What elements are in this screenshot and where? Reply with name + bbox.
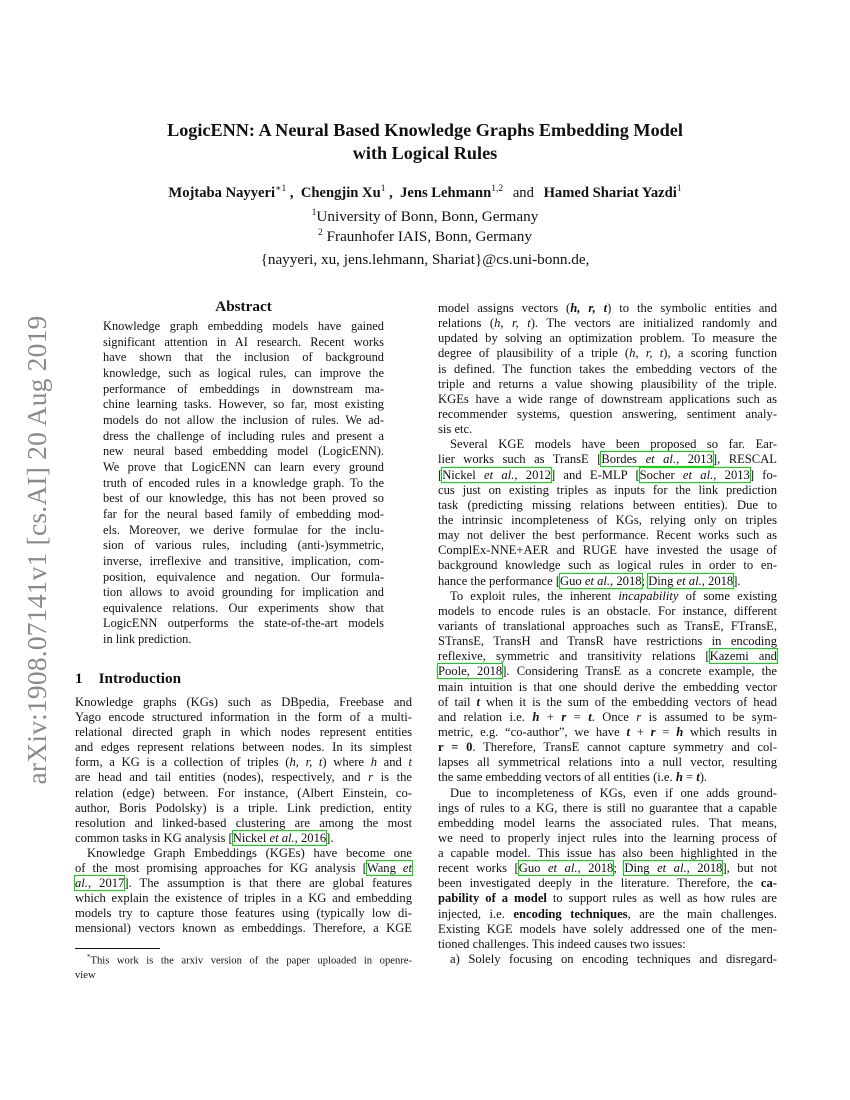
- text-run: ), a scoring function: [663, 346, 777, 361]
- text-line: [103, 397, 384, 413]
- affiliation-mark: 1: [311, 208, 317, 218]
- text-run: form, a KG is a collection of triples (: [75, 755, 290, 770]
- text-run: ) where: [322, 755, 371, 770]
- text-line: [438, 574, 777, 589]
- italic-text: et al.: [584, 573, 611, 588]
- text-line: [103, 491, 384, 507]
- italic-text: incapability: [618, 588, 679, 603]
- text-line: [438, 664, 777, 679]
- text-line: [103, 476, 384, 492]
- text-run: may not deliver the best performance. Recent works such as: [438, 528, 777, 543]
- text-run: and edges represent relations between nodes. In its simplest: [75, 740, 412, 755]
- citation-link[interactable]: [442, 468, 551, 482]
- text-run: Poole, 2018: [438, 664, 503, 679]
- text-run: To exploit rules, the inherent: [450, 588, 619, 603]
- author-affiliation-mark: 1: [676, 184, 682, 194]
- italic-text: r: [636, 709, 642, 724]
- italic-text: et: [402, 861, 412, 876]
- math-vector: h, r, t: [570, 301, 608, 315]
- math-vector: r: [561, 709, 567, 724]
- text-run: ).: [699, 770, 708, 785]
- text-run: model assigns vectors (: [438, 301, 571, 315]
- italic-text: h: [370, 755, 377, 770]
- text-line: [438, 907, 777, 922]
- italic-text: et al.: [547, 861, 578, 876]
- author-name: Jens Lehmann: [400, 184, 492, 201]
- text-run: variants of translational approaches such as TransE, FTransE,: [438, 618, 777, 633]
- author-name: Chengjin Xu: [300, 184, 381, 201]
- text-run: Nickel: [442, 467, 485, 482]
- text-run: author, Boris Podolsky) is a triple. Link prediction, entity: [75, 800, 412, 815]
- footnote-line: [75, 950, 412, 969]
- text-run: a) Solely focusing on encoding techniques and disregard-: [450, 952, 777, 967]
- text-line: [438, 816, 777, 831]
- text-run: reflexive, symmetric and transitivity relations [: [438, 649, 710, 664]
- author-name: Mojtaba Nayyeri: [168, 184, 276, 201]
- text-run: ].: [733, 573, 741, 588]
- text-run: recommender systems, question answering, sentiment analy-: [438, 406, 777, 421]
- bold-text: ca-: [760, 876, 777, 891]
- text-run: truth of encoded rules in a knowledge graph. To the: [103, 475, 384, 490]
- text-run: Kazemi and: [709, 649, 777, 664]
- text-run: lier works such as TransE [: [438, 452, 602, 467]
- text-line: [438, 316, 777, 331]
- text-line: [103, 632, 384, 648]
- text-run: position, equivalence and negation. Our formula-: [103, 569, 384, 584]
- text-run: which results in: [683, 724, 778, 739]
- italic-text: et al.: [682, 467, 714, 482]
- text-run: a capable model. This issue has also been highlighted in the: [438, 846, 777, 861]
- text-line: [438, 740, 777, 755]
- text-run: relations (: [438, 316, 495, 331]
- text-run: Guo: [560, 573, 585, 588]
- text-run: Existing KGE models have solely addressed one of the men-: [438, 921, 777, 936]
- text-run: we need to properly inject rules into the learning process of: [438, 830, 777, 845]
- text-run: common tasks in KG analysis [: [75, 830, 233, 845]
- text-line: [438, 891, 777, 906]
- text-run: relation (edge) between. For instance, (Albert Einstein, co-: [75, 785, 412, 800]
- text-line: [438, 786, 777, 801]
- text-line: [103, 366, 384, 382]
- section-heading-introduction: [75, 670, 181, 688]
- text-line: [438, 407, 777, 422]
- citation-link[interactable]: [601, 452, 712, 466]
- italic-text: et al.: [484, 467, 515, 482]
- italic-text: et al.: [657, 861, 687, 876]
- citation-link[interactable]: [367, 861, 412, 875]
- right-column-body: [438, 301, 777, 967]
- text-line: [438, 528, 777, 543]
- text-line: [75, 740, 412, 755]
- text-run: tion allows to avoid grounding for implication and: [103, 585, 384, 600]
- text-line: [438, 422, 777, 437]
- text-run: , 2018: [610, 573, 642, 588]
- italic-text: et al.: [645, 452, 677, 467]
- text-line: [103, 350, 384, 366]
- text-run: sis etc.: [438, 422, 473, 437]
- text-run: in link prediction.: [103, 632, 192, 647]
- text-line: [438, 846, 777, 861]
- text-line: [438, 589, 777, 604]
- footnote-line: view: [75, 969, 96, 981]
- text-line: [438, 437, 777, 452]
- text-run: Knowledge Graph Embeddings (KGEs) have become one: [87, 845, 412, 860]
- affiliation-text: Fraunhofer IAIS, Bonn, Germany: [322, 228, 532, 246]
- text-line: [103, 554, 384, 570]
- text-run: ], but not: [722, 861, 777, 876]
- text-run: degree of plausibility of a triple (: [438, 346, 630, 361]
- text-run: [: [438, 467, 443, 482]
- text-line: [438, 604, 777, 619]
- text-line: [103, 413, 384, 429]
- citation-link[interactable]: [519, 861, 614, 875]
- text-run: , 2012: [514, 467, 551, 482]
- text-line: [75, 906, 412, 921]
- text-line: [103, 460, 384, 476]
- italic-text: r: [368, 770, 373, 785]
- italic-text: h, r, t: [494, 316, 531, 331]
- text-run: We prove that LogicENN can learn every ground: [103, 459, 384, 474]
- text-line: [438, 468, 777, 483]
- text-line: [438, 346, 777, 361]
- text-line: [438, 543, 777, 558]
- text-line: [75, 876, 412, 891]
- affiliation: [0, 228, 850, 246]
- text-line: [438, 937, 777, 952]
- text-line: [75, 786, 412, 801]
- text-line: [75, 846, 412, 861]
- text-run: Knowledge graphs (KGs) such as DBpedia, Freebase and: [75, 695, 412, 709]
- text-run: background knowledge such as logical rules in order to en-: [438, 558, 777, 573]
- text-run: . Once: [591, 709, 637, 724]
- text-run: resolution and linked-based clustering are among the most: [75, 815, 412, 830]
- text-run: is assumed to be sym-: [641, 709, 777, 724]
- footnote-divider: [75, 948, 160, 949]
- text-run: relational directed graph in which nodes represent entities: [75, 725, 412, 740]
- text-run: is defined. The function takes the embedding vectors of the: [438, 361, 777, 376]
- text-run: injected, i.e.: [438, 906, 514, 921]
- text-run: , 2013: [676, 452, 713, 467]
- affiliation-mark: 2: [318, 228, 323, 238]
- text-run: , 2018: [701, 573, 734, 588]
- text-run: ings of rules to a KG, there is still no guarantee that a capable: [438, 800, 777, 815]
- text-line: [438, 558, 777, 573]
- text-line: [75, 801, 412, 816]
- text-line: [75, 725, 412, 740]
- math-vector: h: [676, 724, 684, 739]
- text-line: [438, 770, 777, 785]
- text-run: equivalence relations. Our experiments show that: [103, 600, 384, 615]
- italic-text: h, r, t: [629, 346, 664, 361]
- text-run: , 2018: [577, 861, 614, 876]
- text-line: [438, 362, 777, 377]
- citation-link[interactable]: [648, 574, 733, 588]
- text-run: which explain the existence of triples in a KG and embedding: [75, 891, 412, 906]
- citation-link[interactable]: [438, 664, 502, 678]
- text-run: models to encode rules is an obstacle. For instance, different: [438, 603, 777, 618]
- italic-text: al.: [75, 876, 88, 891]
- text-line: [103, 601, 384, 617]
- text-line: [438, 483, 777, 498]
- text-line: [75, 710, 412, 725]
- text-run: ]. The assumption is that there are global features: [124, 876, 412, 891]
- text-line: [438, 952, 777, 967]
- text-run: ) to the symbolic entities and: [607, 301, 777, 315]
- text-line: [103, 585, 384, 601]
- math-vector: h: [532, 709, 540, 724]
- text-line: [438, 801, 777, 816]
- text-run: far for the neural based family of embedding mod-: [103, 506, 384, 521]
- text-line: [438, 710, 777, 725]
- text-run: Bordes: [601, 452, 646, 467]
- text-line: [75, 921, 412, 936]
- citation-link[interactable]: [75, 876, 124, 890]
- text-run: Wang: [366, 861, 403, 876]
- text-run: are head and tail entities (nodes), respectively, and: [75, 770, 369, 785]
- text-run: and: [376, 755, 409, 770]
- text-run: Guo: [518, 861, 548, 876]
- text-run: new neural based embedding model (LogicENN).: [103, 444, 384, 459]
- text-run: the intrinsic incompleteness of KGs, relying only on triples: [438, 512, 777, 527]
- text-line: [103, 382, 384, 398]
- text-line: [438, 377, 777, 392]
- text-run: have shown that the inclusion of background: [103, 350, 384, 365]
- text-run: els. Moreover, we derive formulae for the inclu-: [103, 522, 384, 537]
- text-run: embedding model learns the associated rules. That means,: [438, 815, 777, 830]
- text-line: [438, 392, 777, 407]
- text-run: of the most promising approaches for KG analysis [: [75, 861, 367, 876]
- text-line: [438, 922, 777, 937]
- text-run: performance of embeddings in downstream ma-: [103, 381, 384, 396]
- text-run: Ding: [624, 861, 658, 876]
- text-line: [103, 523, 384, 539]
- text-run: , 2016: [294, 830, 327, 845]
- text-line: [75, 816, 412, 831]
- math-vector: h: [675, 770, 683, 785]
- text-run: metric, e.g. “co-author”, we have: [438, 724, 627, 739]
- text-run: knowledge, such as logical rules, can improve the: [103, 365, 384, 380]
- author-list: Mojtaba Nayyeri$^{∗1}$ , Chengjin Xu$^1$ , Jens Lehmann$^{1,2}$ and Hamed Shariat Yazdi$^1$: [168, 184, 682, 201]
- title-line: LogicENN: A Neural Based Knowledge Graphs Embedding Model: [167, 120, 683, 140]
- text-run: . Therefore, TransE cannot capture symmetry and col-: [472, 740, 777, 755]
- text-run: recent works [: [438, 861, 519, 876]
- text-line: [438, 331, 777, 346]
- title-line: with Logical Rules: [352, 143, 498, 163]
- citation-link[interactable]: [640, 468, 750, 482]
- text-run: to support rules as well as how rules are: [546, 891, 777, 906]
- text-line: [103, 319, 384, 335]
- citation-link[interactable]: [560, 574, 642, 588]
- text-run: Several KGE models have been proposed so far. Ear-: [450, 437, 777, 452]
- italic-text: et al.: [676, 573, 702, 588]
- text-line: [438, 301, 777, 316]
- text-run: is the: [372, 770, 413, 785]
- math-vector: t: [476, 694, 480, 709]
- text-line: [75, 770, 412, 785]
- text-line: [438, 498, 777, 513]
- authors-conjunction: and: [512, 184, 534, 201]
- text-run: ].: [326, 830, 334, 845]
- text-run: , are the main challenges.: [627, 906, 777, 921]
- math-vector: r: [650, 724, 656, 739]
- text-line: [438, 861, 777, 876]
- text-run: , 2018: [686, 861, 723, 876]
- text-run: dress the challenge of including rules and present a: [103, 428, 384, 443]
- text-run: models do not allow the inclusion of rules. We ad-: [103, 412, 384, 427]
- text-line: [438, 695, 777, 710]
- text-run: ). The vectors are initialized randomly and: [530, 316, 777, 331]
- text-run: KGEs have a wide range of downstream applications such as: [438, 391, 777, 406]
- footnote-text: This work is the arxiv version of the paper uploaded in openre-: [90, 955, 412, 967]
- italic-text: h, r, t: [289, 755, 323, 770]
- text-run: main intuition is that one should derive the embedding vector: [438, 679, 777, 694]
- author-affiliation-mark: ∗1: [275, 184, 287, 194]
- text-run: Nickel: [232, 830, 270, 845]
- arxiv-identifier-stamp: arXiv:1908.07141v1 [cs.AI] 20 Aug 2019: [21, 315, 52, 785]
- text-run: of some existing: [678, 588, 777, 603]
- text-line: [438, 680, 777, 695]
- text-line: [75, 861, 412, 876]
- text-run: ], RESCAL: [712, 452, 777, 467]
- text-run: significant attention in AI research. Recent works: [103, 334, 384, 349]
- math-vector: t: [588, 709, 592, 724]
- affiliation: [0, 208, 850, 226]
- bold-text: encoding techniques: [513, 906, 628, 921]
- text-run: =: [655, 724, 677, 739]
- text-run: Yago encode structured information in the form of a multi-: [75, 710, 412, 725]
- text-run: the same embedding vectors of all entities (i.e.: [438, 770, 676, 785]
- author-name: Hamed Shariat Yazdi: [543, 184, 677, 201]
- section-title: Introduction: [98, 670, 182, 687]
- abstract-body: [103, 319, 384, 648]
- text-line: [103, 570, 384, 586]
- text-line: [438, 513, 777, 528]
- text-run: cus just on existing triples as inputs for the link prediction: [438, 482, 777, 497]
- math-vector: t: [626, 724, 630, 739]
- text-line: [438, 725, 777, 740]
- text-run: updated by solving an optimization problem. To measure the: [438, 331, 777, 346]
- text-run: and relation i.e.: [438, 709, 533, 724]
- text-line: [103, 507, 384, 523]
- text-run: =: [566, 709, 589, 724]
- text-line: [103, 444, 384, 460]
- text-line: [438, 831, 777, 846]
- bold-text: pability of a model: [438, 891, 547, 906]
- text-run: Knowledge graph embedding models have gained: [103, 319, 384, 333]
- footnote-marker: *: [87, 953, 91, 961]
- text-run: =: [682, 770, 697, 785]
- text-run: , 2013: [713, 467, 750, 482]
- bold-text: r = 0: [438, 740, 473, 755]
- text-run: Ding: [648, 573, 677, 588]
- text-run: STransE, TransH and TransR have restrictions in encoding: [438, 634, 777, 649]
- text-run: mensional) vectors known as embeddings. Therefore, a KGE: [75, 921, 412, 936]
- math-vector: t: [696, 770, 700, 785]
- text-run: triple and returns a value showing plausibility of the triple.: [438, 376, 777, 391]
- text-run: ]. Considering TransE as a concrete example, the: [502, 664, 778, 679]
- affiliation-text: University of Bonn, Bonn, Germany: [316, 208, 539, 226]
- author-emails: {nayyeri, xu, jens.lehmann, Shariat}@cs.uni-bonn.de,: [260, 251, 590, 268]
- text-run: hance the performance [: [438, 573, 561, 588]
- left-column-body: [75, 695, 412, 937]
- text-run: , 2017: [87, 876, 125, 891]
- text-run: sion of various rules, including (anti-)symmetric,: [103, 538, 384, 553]
- text-run: models try to capture those features using (typically low di-: [75, 906, 412, 921]
- text-run: lapses all symmetrical relations into a null vector, resulting: [438, 755, 777, 770]
- text-run: been investigated deeply in the literature. Therefore, the: [438, 876, 761, 891]
- text-run: +: [629, 724, 651, 739]
- text-run: ;: [613, 861, 625, 876]
- text-line: [438, 634, 777, 649]
- text-run: inverse, irreflexive and transitive, implication, com-: [103, 553, 384, 568]
- text-line: [75, 755, 412, 770]
- text-run: chine learning tasks. However, so far, most existing: [103, 397, 384, 412]
- text-run: of tail: [438, 694, 477, 709]
- text-run: best of our knowledge, this has not been proved so: [103, 491, 384, 506]
- footnote: [75, 950, 412, 983]
- text-line: [103, 335, 384, 351]
- text-run: ] and E-MLP [: [550, 467, 640, 482]
- text-line: [103, 429, 384, 445]
- text-run: LogicENN outperforms the state-of-the-art models: [103, 616, 384, 631]
- section-number: 1: [75, 670, 83, 687]
- text-run: +: [539, 709, 562, 724]
- text-line: [438, 619, 777, 634]
- text-line: [75, 831, 412, 846]
- text-line: [75, 695, 412, 710]
- abstract-heading: Abstract: [215, 298, 272, 315]
- text-run: Socher: [639, 467, 683, 482]
- text-run: ;: [641, 573, 649, 588]
- text-line: [438, 876, 777, 891]
- italic-text: t: [408, 755, 412, 770]
- italic-text: et al.: [269, 830, 295, 845]
- paper-title: [0, 119, 850, 165]
- citation-link[interactable]: [624, 861, 722, 875]
- text-line: [75, 891, 412, 906]
- text-line: [438, 755, 777, 770]
- text-run: ComplEx-NNE+AER and RUGE have invested the usage of: [438, 543, 777, 558]
- text-line: [103, 538, 384, 554]
- text-run: Due to incompleteness of KGs, even if one adds ground-: [450, 785, 777, 800]
- author-affiliation-mark: 1,2: [491, 184, 504, 194]
- citation-link[interactable]: [710, 649, 777, 663]
- text-line: [103, 616, 384, 632]
- citation-link[interactable]: [233, 831, 326, 845]
- author-affiliation-mark: 1: [380, 184, 386, 194]
- text-run: tioned challenges. This indeed causes two issues:: [438, 936, 686, 951]
- text-run: when it is the sum of the embedding vectors of head: [480, 694, 778, 709]
- text-line: [438, 452, 777, 467]
- text-line: [438, 649, 777, 664]
- text-run: task (predicting missing relations between entities). Due to: [438, 497, 777, 512]
- text-run: ] fo-: [749, 467, 777, 482]
